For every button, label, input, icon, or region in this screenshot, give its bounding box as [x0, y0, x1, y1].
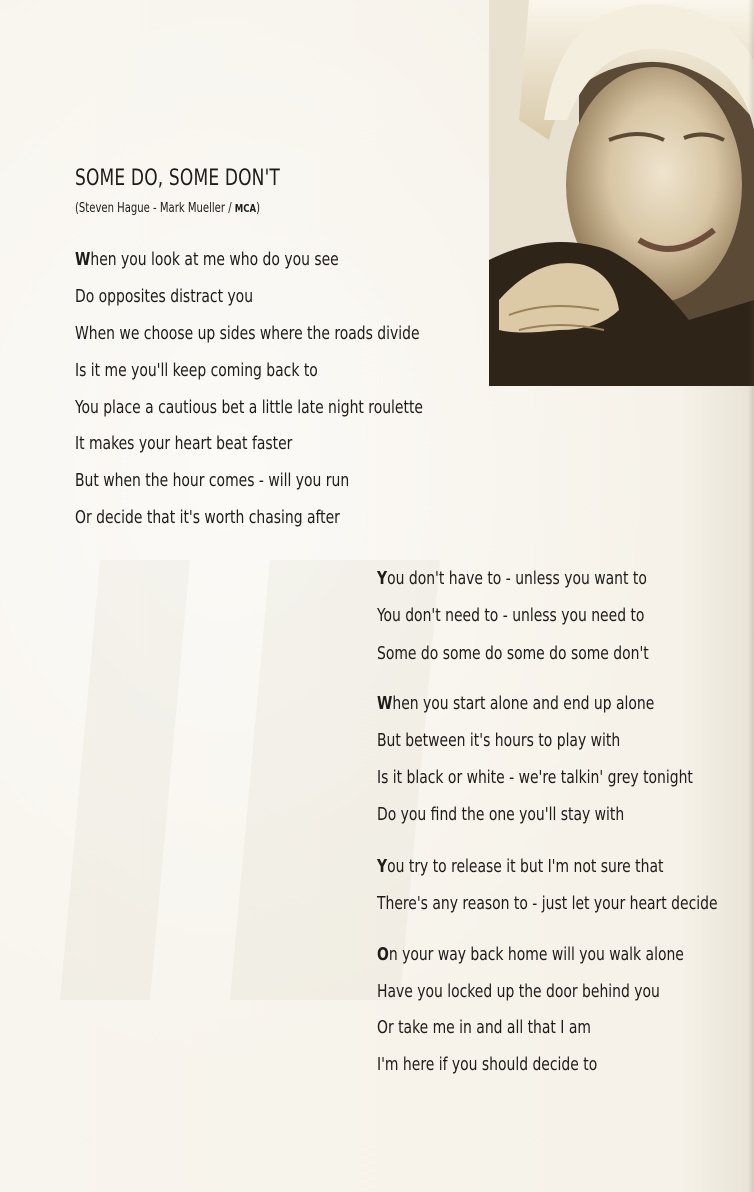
lyric-line: But when the hour comes - will you run [75, 470, 350, 491]
credits-close: ) [256, 201, 261, 216]
lyric-line: You don't have to - unless you want to [377, 568, 647, 589]
lyric-line: There's any reason to - just let your heart decide [377, 893, 718, 914]
lyric-line: Do opposites distract you [75, 286, 254, 307]
lyric-line: I'm here if you should decide to [377, 1054, 598, 1075]
lyric-line: You try to release it but I'm not sure that [377, 856, 664, 877]
credits-label: MCA [234, 202, 257, 215]
lyric-line: When you start alone and end up alone [377, 693, 655, 714]
lyric-line: Have you locked up the door behind you [377, 981, 660, 1002]
artist-photo [489, 0, 754, 386]
lyric-line: Or decide that it's worth chasing after [75, 507, 340, 528]
page-edge-shadow [748, 0, 754, 1192]
lyric-line: You place a cautious bet a little late night roulette [75, 397, 423, 418]
song-credits [75, 201, 260, 216]
credits-writers: (Steven Hague - Mark Mueller / [75, 201, 232, 216]
lyric-line: Some do some do some do some don't [377, 643, 649, 664]
lyric-line: Is it black or white - we're talkin' grey tonight [377, 767, 693, 788]
lyric-line: Do you find the one you'll stay with [377, 804, 625, 825]
lyric-line: You don't need to - unless you need to [377, 605, 645, 626]
lyric-line: Is it me you'll keep coming back to [75, 360, 318, 381]
lyric-line: But between it's hours to play with [377, 730, 621, 751]
lyric-line: Or take me in and all that I am [377, 1017, 591, 1038]
lyric-line: When you look at me who do you see [75, 249, 339, 270]
lyric-line: When we choose up sides where the roads divide [75, 323, 420, 344]
song-title: SOME DO, SOME DON'T [75, 166, 280, 191]
lyric-line: It makes your heart beat faster [75, 433, 293, 454]
lyric-line: On your way back home will you walk alone [377, 944, 684, 965]
